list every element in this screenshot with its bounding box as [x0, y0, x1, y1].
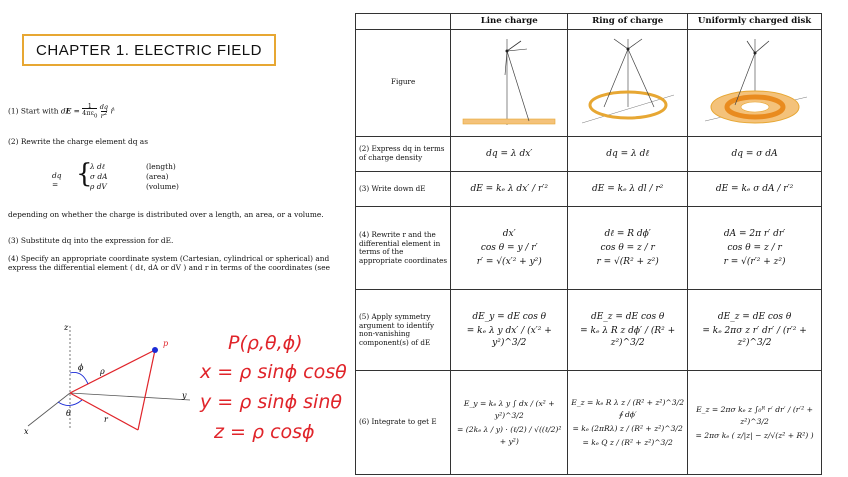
chapter-title: CHAPTER 1. ELECTRIC FIELD [36, 41, 262, 59]
table-row-coords [356, 207, 822, 290]
cell-line: dE_y = dE cos θ [472, 312, 547, 323]
header-ring-charge: Ring of charge [568, 14, 688, 30]
step-3: (3) Substitute dq into the expression for dE. [8, 236, 174, 245]
table-row-de [356, 171, 822, 206]
header-line-charge: Line charge [451, 14, 568, 30]
header-disk-charge: Uniformly charged disk [688, 14, 822, 30]
disk-charge-figure [688, 29, 822, 136]
theta-label: θ [66, 409, 71, 418]
cell-line: dE_z = dE cos θ [590, 312, 665, 323]
table-row-dq [356, 136, 822, 171]
x-axis [28, 393, 70, 426]
polar-y: y = ρ sinϕ sinθ [200, 391, 342, 413]
cell-int-line [451, 371, 568, 475]
line-charge-figure [451, 29, 568, 136]
cell-line: r′ = √(x′² + y²) [476, 257, 542, 268]
row-label-de: (3) Write down dE [356, 171, 451, 206]
row-label-integrate: (6) Integrate to get E [356, 371, 451, 475]
rho-label: ρ [100, 367, 105, 376]
r-projection [70, 393, 138, 430]
cell-line: dA = 2π r′ dr′ [723, 229, 786, 240]
cell-line: = kₑ 2πσ z r′ dr′ / (r′² + z²)^3/2 [702, 326, 807, 349]
table-row-integrate [356, 371, 822, 475]
cell-coords-line [451, 207, 568, 290]
cell-dq-disk: dq = σ dA [688, 136, 822, 171]
cell-line: dE_z = dE cos θ [717, 312, 792, 323]
cell-sym-disk [688, 290, 822, 371]
cell-line: cos θ = z / r [600, 243, 655, 254]
polar-point: P(ρ,θ,ϕ) [228, 332, 303, 354]
cell-line: E_z = kₑ R λ z / (R² + z²)^3/2 ∮ dϕ′ [571, 397, 685, 419]
cell-line: r = √(R² + z²) [596, 257, 659, 268]
cell-line: = kₑ λ y dx′ / (x′² + y²)^3/2 [466, 326, 552, 349]
vertical-drop [138, 350, 155, 430]
phi-label: ϕ [78, 363, 84, 372]
row-label-coords: (4) Rewrite r and the differential element in terms of the appropriate coordinates [356, 207, 451, 290]
phi-arc [70, 372, 88, 384]
x-label: x [24, 427, 29, 436]
cell-dq-line: dq = λ dx′ [451, 136, 568, 171]
cell-line: E_z = 2πσ kₑ z ∫₀ᴿ r′ dr′ / (r′² + z²)^3/2 [696, 404, 813, 426]
cell-int-ring [568, 371, 688, 475]
cell-de-disk: dE = kₑ σ dA / r′² [688, 171, 822, 206]
cell-line: cos θ = z / r [727, 243, 782, 254]
comparison-table [355, 13, 822, 475]
r-label: r [104, 415, 108, 424]
p-label: p [163, 339, 169, 348]
cell-line: r = √(r′² + z²) [723, 257, 786, 268]
cell-line: = 2πσ kₑ ( z/|z| − z/√(z² + R²) ) [695, 430, 814, 440]
header-blank [356, 14, 451, 30]
cell-sym-ring [568, 290, 688, 371]
cell-line: = kₑ (2πRλ) z / (R² + z²)^3/2 [572, 423, 683, 433]
cell-line: dx′ [502, 229, 516, 240]
dq-case-area: σ dA [90, 172, 108, 181]
cell-line: dℓ = R dϕ′ [604, 229, 651, 240]
row-label-symmetry: (5) Apply symmetry argument to identify non-vanishing component(s) of dE [356, 290, 451, 371]
row-label-figure: Figure [356, 29, 451, 136]
z-label: z [64, 323, 69, 332]
y-axis [70, 393, 190, 400]
cell-line: = kₑ Q z / (R² + z²)^3/2 [582, 437, 673, 447]
point-p [152, 347, 158, 353]
cell-dq-ring: dq = λ dℓ [568, 136, 688, 171]
step-1: (1) Start with dE = 1 $4\pi\varepsilon_0$ dq $r^2$ r̂ [8, 102, 114, 120]
cell-de-ring: dE = kₑ λ dl / r² [568, 171, 688, 206]
step-2: (2) Rewrite the charge element dq as [8, 137, 148, 146]
y-label: y [182, 391, 187, 400]
spherical-coordinates-figure [20, 318, 200, 448]
step-4: (4) Specify an appropriate coordinate system (Cartesian, cylindrical or spherical) and express the differential element ( dℓ, dA or dV ) and r in terms of the coordinates (see [8, 254, 330, 272]
ring-charge-figure [568, 29, 688, 136]
cell-line: cos θ = y / r′ [480, 243, 538, 254]
table-header-row [356, 14, 822, 30]
dq-lhs: dq = [52, 171, 62, 189]
cell-coords-disk [688, 207, 822, 290]
dq-case-volume: ρ dV [90, 182, 107, 191]
cell-line: = kₑ λ R z dϕ′ / (R² + z²)^3/2 [580, 326, 676, 349]
step-2b: depending on whether the charge is distributed over a length, an area, or a volume. [8, 210, 324, 219]
row-label-dq: (2) Express dq in terms of charge density [356, 136, 451, 171]
table-row-symmetry [356, 290, 822, 371]
cell-int-disk [688, 371, 822, 475]
dq-case-length: λ dℓ [90, 162, 105, 171]
cell-line: = (2kₑ λ / y) · (ℓ/2) / √((ℓ/2)² + y²) [457, 424, 562, 446]
cell-coords-ring [568, 207, 688, 290]
polar-x: x = ρ sinϕ cosθ [200, 361, 347, 383]
table-row-figure [356, 29, 822, 136]
chapter-title-box [22, 34, 276, 66]
cell-sym-line [451, 290, 568, 371]
cell-de-line: dE = kₑ λ dx′ / r′² [451, 171, 568, 206]
polar-z: z = ρ cosϕ [214, 421, 315, 443]
cell-line: E_y = kₑ λ y ∫ dx / (x² + y²)^3/2 [463, 398, 555, 420]
